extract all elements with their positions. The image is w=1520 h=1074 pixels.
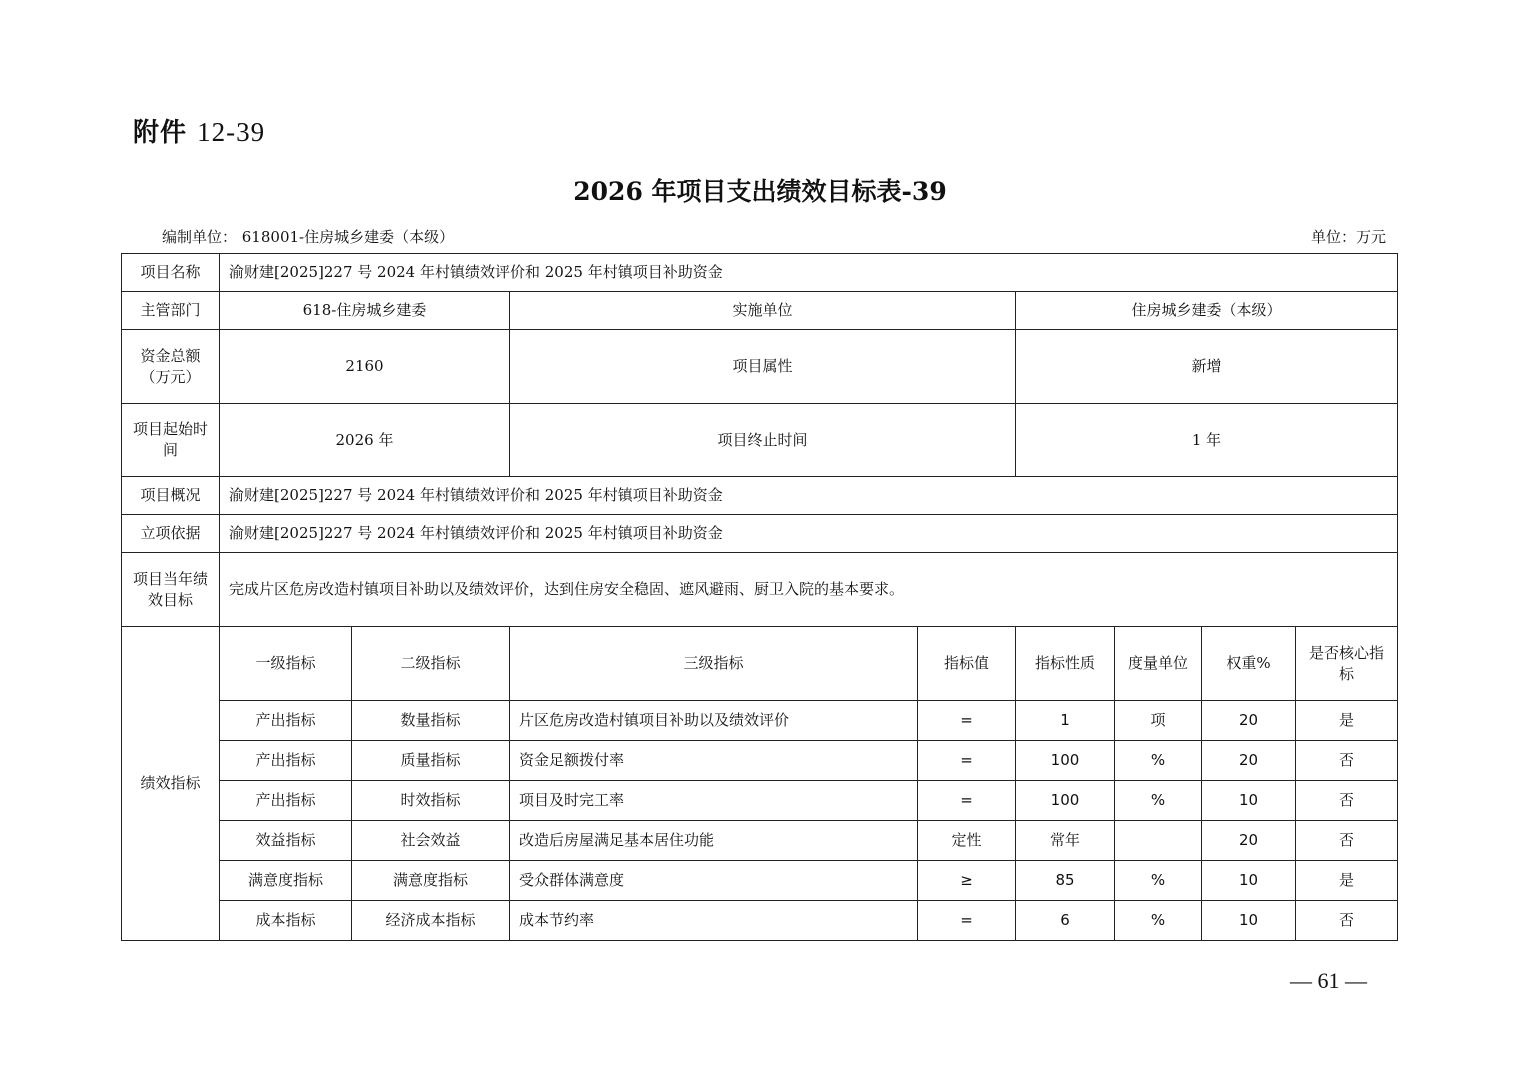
indicator-row (122, 901, 1398, 941)
indicator-row (122, 701, 1398, 741)
row-basis (122, 515, 1398, 553)
overview-value: 渝财建[2025]227 号 2024 年村镇绩效评价和 2025 年村镇项目补助资金 (220, 477, 1398, 515)
cell-level2: 社会效益 (352, 821, 510, 861)
cell-core: 否 (1296, 741, 1398, 781)
cell-core: 否 (1296, 821, 1398, 861)
goal-value: 完成片区危房改造村镇项目补助以及绩效评价，达到住房安全稳固、遮风避雨、厨卫入院的基本要求。 (220, 553, 1398, 627)
cell-weight: 10 (1202, 861, 1296, 901)
row-goal (122, 553, 1398, 627)
cell-level1: 满意度指标 (220, 861, 352, 901)
indicators-section-label: 绩效指标 (122, 627, 220, 941)
row-overview (122, 477, 1398, 515)
cell-weight: 20 (1202, 821, 1296, 861)
indicator-row (122, 781, 1398, 821)
header-level3: 三级指标 (510, 627, 918, 701)
cell-level2: 时效指标 (352, 781, 510, 821)
page-number: — 61 — (1290, 968, 1367, 993)
cell-op: = (918, 901, 1016, 941)
cell-unit (1115, 821, 1202, 861)
basis-label: 立项依据 (122, 515, 220, 553)
row-time (122, 404, 1398, 477)
fund-value: 2160 (220, 330, 510, 404)
cell-unit: % (1115, 781, 1202, 821)
header-core: 是否核心指标 (1296, 627, 1398, 701)
header-level2: 二级指标 (352, 627, 510, 701)
header-level1: 一级指标 (220, 627, 352, 701)
cell-op: = (918, 741, 1016, 781)
basis-value: 渝财建[2025]227 号 2024 年村镇绩效评价和 2025 年村镇项目补助资金 (220, 515, 1398, 553)
end-label: 项目终止时间 (510, 404, 1016, 477)
header-weight: 权重% (1202, 627, 1296, 701)
indicator-row (122, 741, 1398, 781)
cell-weight: 10 (1202, 901, 1296, 941)
cell-level3: 改造后房屋满足基本居住功能 (510, 821, 918, 861)
dept-value: 618-住房城乡建委 (220, 292, 510, 330)
cell-value: 100 (1016, 781, 1115, 821)
cell-level1: 产出指标 (220, 701, 352, 741)
compiling-unit: 编制单位： 618001-住房城乡建委（本级） (162, 228, 455, 246)
cell-value: 1 (1016, 701, 1115, 741)
attr-label: 项目属性 (510, 330, 1016, 404)
performance-table (121, 253, 1398, 941)
cell-core: 是 (1296, 701, 1398, 741)
cell-level3: 资金足额拨付率 (510, 741, 918, 781)
row-department (122, 292, 1398, 330)
indicator-header-row (122, 627, 1398, 701)
overview-label: 项目概况 (122, 477, 220, 515)
cell-unit: % (1115, 901, 1202, 941)
attachment-prefix: 附件 (133, 118, 188, 148)
cell-op: = (918, 701, 1016, 741)
cell-op: 定性 (918, 821, 1016, 861)
attr-value: 新增 (1016, 330, 1398, 404)
cell-level2: 经济成本指标 (352, 901, 510, 941)
cell-level1: 产出指标 (220, 741, 352, 781)
cell-level1: 成本指标 (220, 901, 352, 941)
cell-weight: 20 (1202, 741, 1296, 781)
end-value: 1 年 (1016, 404, 1398, 477)
cell-level3: 受众群体满意度 (510, 861, 918, 901)
start-value: 2026 年 (220, 404, 510, 477)
cell-weight: 20 (1202, 701, 1296, 741)
row-project-name (122, 254, 1398, 292)
cell-level3: 成本节约率 (510, 901, 918, 941)
goal-label: 项目当年绩效目标 (122, 553, 220, 627)
cell-value: 85 (1016, 861, 1115, 901)
cell-weight: 10 (1202, 781, 1296, 821)
project-name-label: 项目名称 (122, 254, 220, 292)
cell-core: 是 (1296, 861, 1398, 901)
cell-op: ≥ (918, 861, 1016, 901)
project-name-value: 渝财建[2025]227 号 2024 年村镇绩效评价和 2025 年村镇项目补助资金 (220, 254, 1398, 292)
cell-level1: 产出指标 (220, 781, 352, 821)
attachment-label (133, 112, 265, 149)
cell-unit: % (1115, 741, 1202, 781)
cell-core: 否 (1296, 901, 1398, 941)
cell-level2: 数量指标 (352, 701, 510, 741)
page-title: 2026 年项目支出绩效目标表-39 (573, 177, 947, 206)
cell-value: 6 (1016, 901, 1115, 941)
cell-level1: 效益指标 (220, 821, 352, 861)
header-nature: 指标性质 (1016, 627, 1115, 701)
cell-level3: 片区危房改造村镇项目补助以及绩效评价 (510, 701, 918, 741)
header-unit: 度量单位 (1115, 627, 1202, 701)
indicator-row (122, 821, 1398, 861)
start-label: 项目起始时间 (122, 404, 220, 477)
cell-level2: 满意度指标 (352, 861, 510, 901)
impl-value: 住房城乡建委（本级） (1016, 292, 1398, 330)
cell-unit: % (1115, 861, 1202, 901)
cell-level2: 质量指标 (352, 741, 510, 781)
cell-value: 常年 (1016, 821, 1115, 861)
attachment-number: 12-39 (197, 117, 266, 147)
row-fund (122, 330, 1398, 404)
impl-label: 实施单位 (510, 292, 1016, 330)
indicator-row (122, 861, 1398, 901)
header-value: 指标值 (918, 627, 1016, 701)
cell-op: = (918, 781, 1016, 821)
money-unit: 单位：万元 (1310, 228, 1386, 246)
cell-core: 否 (1296, 781, 1398, 821)
dept-label: 主管部门 (122, 292, 220, 330)
cell-unit: 项 (1115, 701, 1202, 741)
fund-label: 资金总额（万元） (122, 330, 220, 404)
cell-level3: 项目及时完工率 (510, 781, 918, 821)
cell-value: 100 (1016, 741, 1115, 781)
